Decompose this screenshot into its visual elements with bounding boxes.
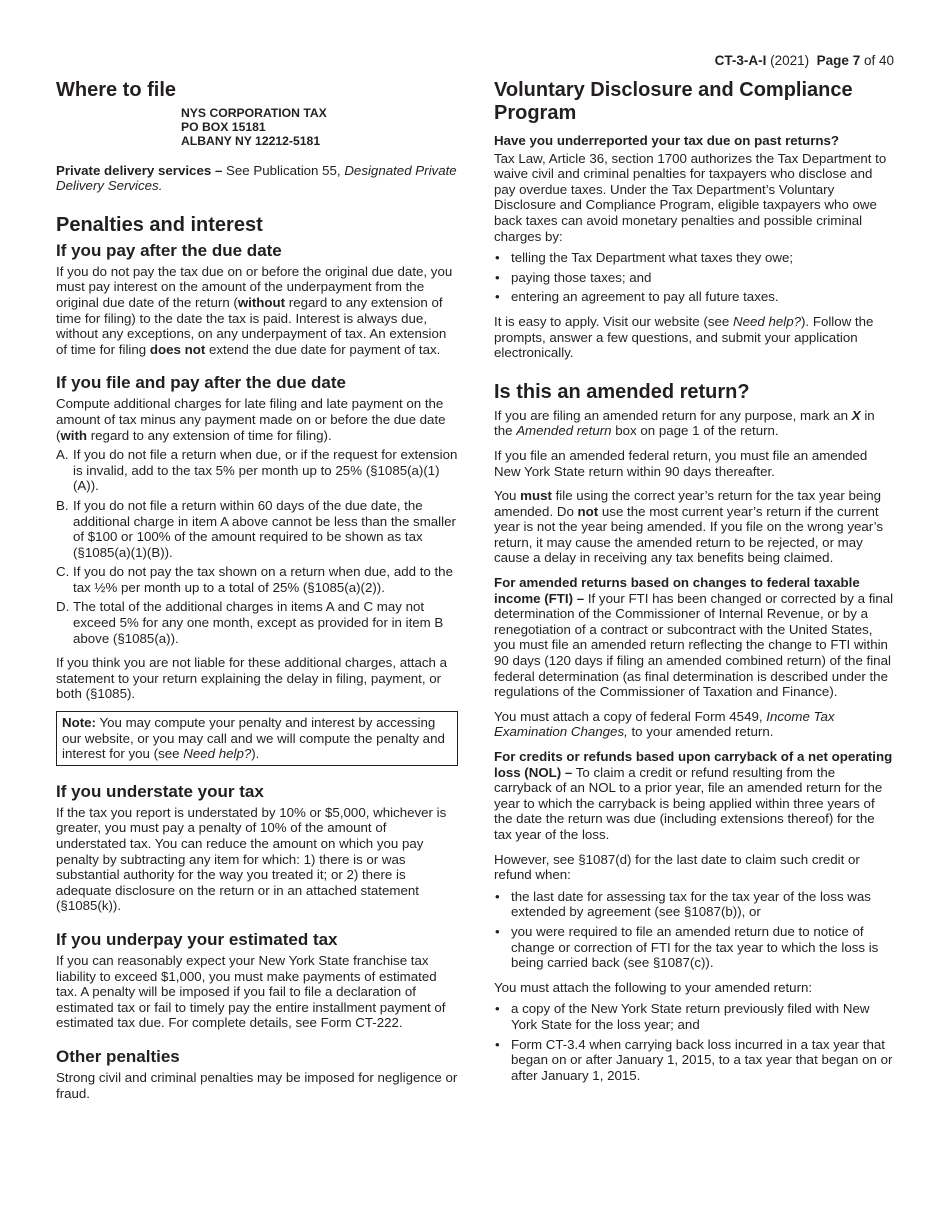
list-item — [56, 564, 458, 595]
bullet-mark: • — [495, 888, 500, 904]
item-text: If you do not file a return within 60 days of the due date, the additional charge in item A above cannot be less than the smaller of $100 or 100% of the amount required to be shown as tax (§1085(a)(1)(B)). — [73, 497, 456, 560]
amended-heading: Is this an amended return? — [494, 380, 750, 403]
address-line: ALBANY NY 12212-5181 — [181, 134, 321, 149]
text-run: ). Follow the prompts, answer a few questions, and submit your application electronically. — [494, 313, 874, 361]
amended-federal-paragraph: If you file an amended federal return, you must file an amended New York State return within 90 days thereafter. — [494, 447, 868, 479]
item-text: paying those taxes; and — [511, 269, 652, 285]
mailing-address — [181, 106, 458, 149]
note-box — [56, 711, 458, 766]
file-pay-after-heading: If you file and pay after the due date — [56, 373, 346, 393]
note-label: Note: — [62, 715, 96, 731]
correct-year-paragraph — [494, 488, 896, 566]
list-item — [494, 270, 896, 286]
text-run-bold: with — [60, 427, 88, 443]
text-run: It is easy to apply. Visit our website (see — [494, 313, 733, 329]
note-text-end: ). — [251, 746, 260, 762]
list-item — [494, 289, 896, 305]
text-run: use the most current year’s return if the current year is not the year being amended. If you file on the wrong year’s return, it may cause the amended return to be rejected, or may cause a delay in receiving any tax benefits being claimed. — [494, 503, 884, 566]
item-text: you were required to file an amended return due to notice of change or correction of FTI for the tax year to which the loss is being carried back (see §1087(c)). — [511, 923, 879, 971]
form-4549-paragraph — [494, 709, 896, 740]
item-letter: A. — [56, 447, 69, 463]
text-run: regard to any extension of time for filing) to the date the tax is paid. Interest is always due, without any exceptions, on any underpayment of tax. An extension of time for filing — [56, 294, 447, 357]
understate-paragraph: If the tax you report is understated by 10% or $5,000, whichever is greater, you must pay a penalty of 10% of the amount of understated tax. You can reduce the amount on which you pay penalty by subtracting any item for which: 1) there is or was substantial authority for the way you treated it; or 2) there is adequate disclosure on the return or in an attached statement (§1085(k)). — [56, 804, 447, 914]
text-run-bold: not — [577, 503, 599, 519]
form-number: CT-3-A-I — [714, 53, 767, 68]
note-text: You may compute your penalty and interest by accessing our website, or you may call and we will compute the penalty and interest for you (see — [62, 715, 445, 762]
text-run: extend the due date for payment of tax. — [205, 341, 441, 357]
list-item — [56, 599, 458, 646]
text-run-bold: does not — [149, 341, 206, 357]
x-mark: X — [851, 407, 861, 423]
item-text: If you do not file a return when due, or if the request for extension is invalid, add to the tax 5% per month up to 25% (§1085(a)(1)(A)). — [73, 447, 458, 494]
nol-paragraph — [494, 749, 896, 843]
file-pay-after-paragraph — [56, 396, 458, 443]
other-penalties-paragraph: Strong civil and criminal penalties may be imposed for negligence or fraud. — [56, 1069, 458, 1101]
fti-paragraph — [494, 575, 896, 700]
vdcp-apply-paragraph — [494, 314, 896, 361]
item-text: the last date for assessing tax for the tax year of the loss was extended by agreement (see §1087(b)), or — [511, 888, 871, 920]
item-letter: D. — [56, 599, 70, 615]
text-run: file using the correct year’s return for the tax year being amended. Do — [494, 488, 882, 519]
list-item — [56, 447, 458, 494]
vdcp-heading: Voluntary Disclosure and Compliance Program — [494, 79, 853, 124]
private-delivery-paragraph — [56, 163, 458, 194]
attach-paragraph: You must attach the following to your amended return: — [494, 979, 813, 995]
list-item — [494, 1001, 896, 1032]
not-liable-paragraph: If you think you are not liable for these additional charges, attach a statement to your return explaining the delay in filing, payment, or both (§1085). — [56, 655, 448, 702]
underpay-paragraph: If you can reasonably expect your New York State franchise tax liability to exceed $1,000, you must make payments of estimated tax. A penalty will be imposed if you fail to file a declaration of estimated tax or fail to timely pay the entire installment payment of estimated tax due. For complete details, see Form CT-222. — [56, 952, 446, 1031]
vdcp-question: Have you underreported your tax due on past returns? — [494, 133, 840, 148]
address-line: PO BOX 15181 — [181, 120, 266, 135]
bullet-mark: • — [495, 289, 500, 305]
bullet-mark: • — [495, 923, 500, 939]
item-letter: C. — [56, 564, 70, 580]
text-run: If you are filing an amended return for any purpose, mark an — [494, 407, 852, 423]
item-text: telling the Tax Department what taxes they owe; — [511, 250, 794, 266]
item-text: Form CT-3.4 when carrying back loss incurred in a tax year that began on or after January 1, 2015, to a tax year that began on or after January 1, 2015. — [511, 1036, 893, 1083]
list-item — [494, 250, 896, 266]
underpay-heading: If you underpay your estimated tax — [56, 929, 338, 949]
amended-return-box-label: Amended return — [516, 423, 612, 439]
list-item — [494, 1037, 896, 1084]
text-run: If you do not pay the tax due on or before the original due date, you must pay interest on the amount of the underpayment from the original due date of the return ( — [56, 263, 453, 310]
text-run-bold: without — [237, 294, 286, 310]
bullet-mark: • — [495, 269, 500, 285]
other-penalties-heading: Other penalties — [56, 1046, 180, 1066]
page-total: of 40 — [863, 53, 894, 68]
text-run: Compute additional charges for late filing and late payment on the amount of tax minus any payment made on or before the due date ( — [56, 396, 446, 443]
list-item — [494, 889, 896, 920]
vdcp-bullet-list — [494, 250, 896, 305]
understate-heading: If you understate your tax — [56, 781, 264, 801]
fti-label: For amended returns based on changes to federal taxable income (FTI) – — [494, 575, 860, 606]
additional-charges-list — [56, 447, 458, 646]
text-run: You — [494, 488, 521, 504]
nol-text: To claim a credit or refund resulting from the carryback of an NOL to a prior year, file an amended return for the year to which the carryback is being applied within three years of the date the return was due (including extensions thereof) for the tax year of the loss. — [494, 764, 883, 842]
page-header — [715, 53, 894, 68]
item-text: If you do not pay the tax shown on a return when due, add to the tax ½% per month up to a total of 25% (§1085(a)(2)). — [73, 564, 453, 595]
bullet-mark: • — [495, 1001, 500, 1017]
item-text: The total of the additional charges in items A and C may not exceed 5% for any one month, except as provided for in item B above (§1085(a)). — [73, 599, 444, 646]
item-text: entering an agreement to pay all future taxes. — [511, 289, 779, 305]
left-column — [56, 79, 458, 1110]
pds-publication: Designated Private Delivery Services. — [56, 162, 457, 194]
amended-mark-paragraph — [494, 408, 896, 439]
bullet-mark: • — [495, 1036, 500, 1052]
text-run-bold: must — [520, 488, 552, 504]
form-year: (2021) — [770, 53, 810, 68]
text-run: You must attach a copy of federal Form 4549, — [494, 708, 767, 724]
list-item — [56, 498, 458, 560]
pay-after-heading: If you pay after the due date — [56, 240, 282, 260]
page-number: Page 7 — [816, 53, 861, 68]
vdcp-paragraph: Tax Law, Article 36, section 1700 authorizes the Tax Department to waive civil and criminal penalties for taxpayers who disclose and pay overdue taxes. Under the Tax Department’s Voluntary Disclosure and Compliance Program, eligible taxpayers who owe back taxes can avoid monetary penalties and possible criminal charges by: — [494, 150, 887, 244]
address-line: NYS CORPORATION TAX — [181, 106, 327, 120]
item-letter: B. — [56, 497, 69, 513]
however-paragraph: However, see §1087(d) for the last date to claim such credit or refund when: — [494, 851, 860, 883]
bullet-mark: • — [495, 250, 500, 266]
right-column — [494, 79, 896, 1092]
where-to-file-heading: Where to file — [56, 79, 177, 101]
need-help-reference: Need help? — [732, 313, 801, 329]
text-run: box on page 1 of the return. — [611, 423, 779, 439]
refund-when-list — [494, 889, 896, 971]
item-text: a copy of the New York State return previously filed with New York State for the loss year; and — [511, 1001, 870, 1032]
list-item — [494, 924, 896, 971]
pds-label: Private delivery services – — [56, 162, 223, 178]
text-run: to your amended return. — [627, 724, 774, 740]
penalties-heading: Penalties and interest — [56, 213, 263, 236]
need-help-reference: Need help? — [183, 746, 252, 762]
pay-after-paragraph — [56, 264, 458, 358]
form-title: Income Tax Examination Changes, — [494, 708, 835, 740]
fti-text: If your FTI has been changed or corrected by a final determination of the Commissioner of Internal Revenue, or by a renegotiation of a contract or subcontract with the United States, you must file an amended return reflecting the change to FTI within 90 days (120 days if filing an amended combined return) of the final federal determination (as final determination is described under the regulations of the Commissioner of Taxation and Finance). — [494, 590, 894, 700]
nol-label: For credits or refunds based upon carryback of a net operating loss (NOL) – — [494, 749, 893, 780]
text-run: in the — [494, 407, 875, 439]
text-run: regard to any extension of time for filing). — [87, 427, 332, 443]
attach-list — [494, 1001, 896, 1083]
pds-text: See Publication 55, — [222, 162, 345, 178]
